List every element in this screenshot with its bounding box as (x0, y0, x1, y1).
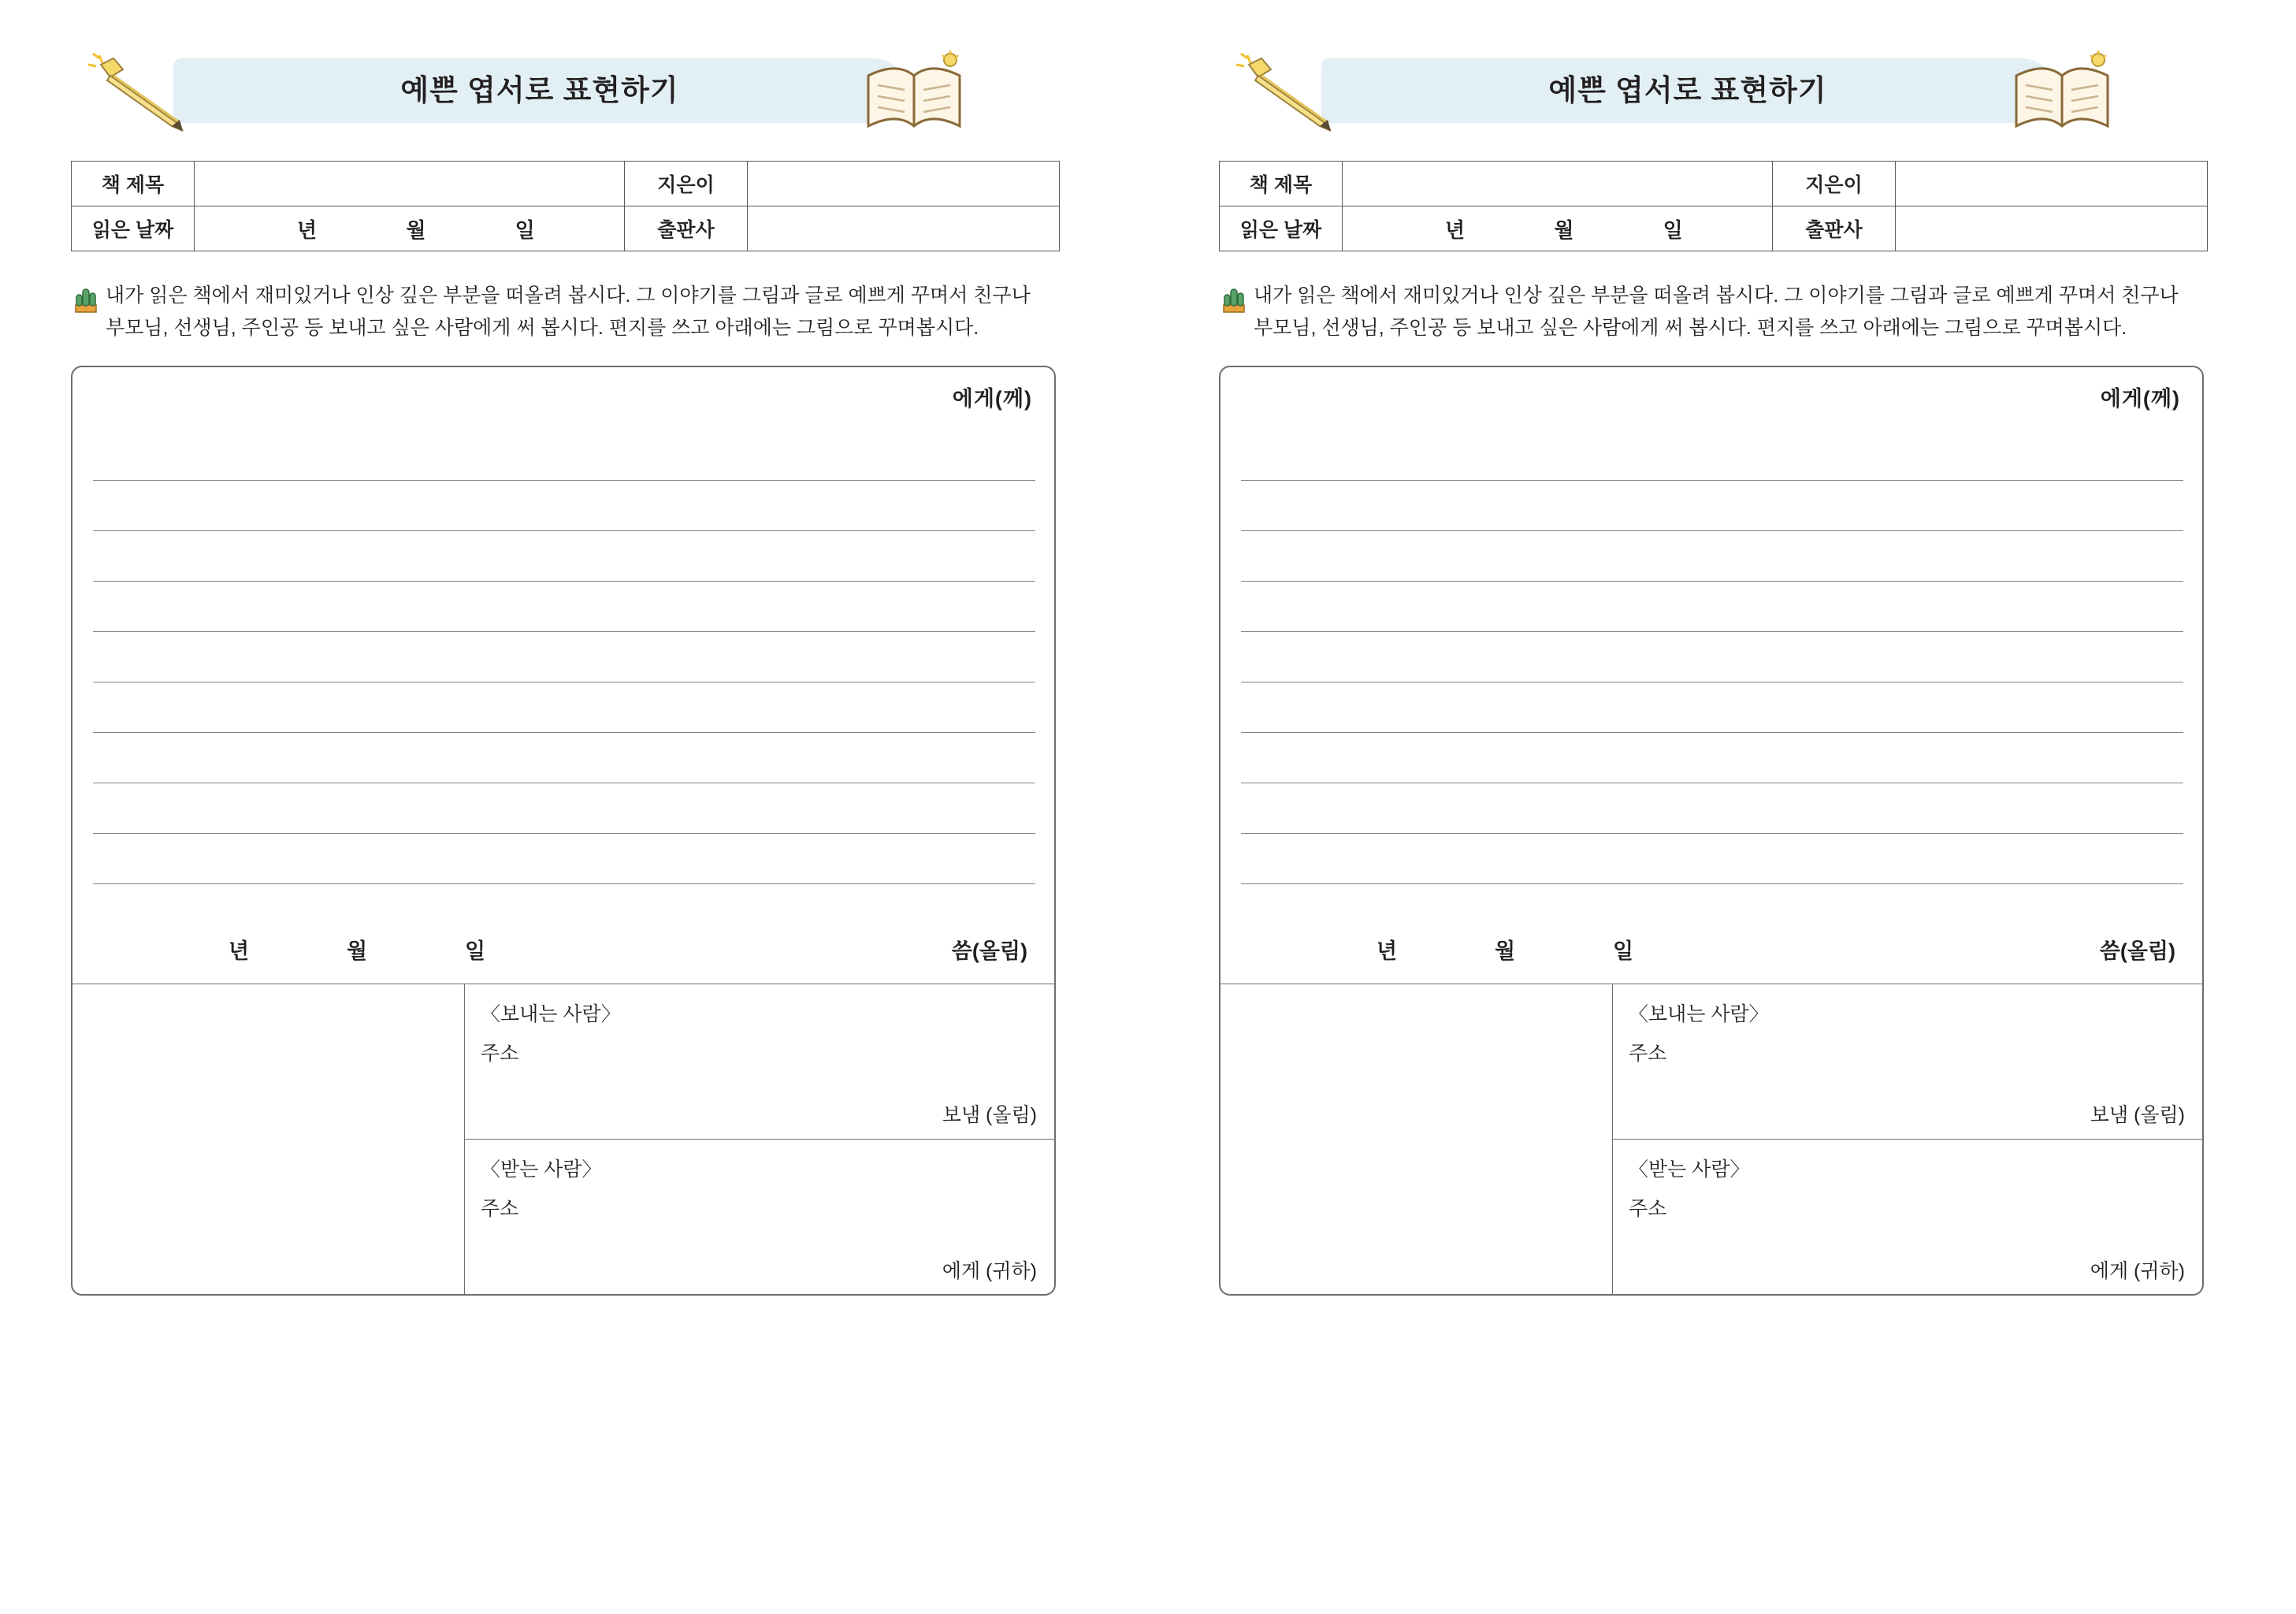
receiver-box[interactable] (465, 1140, 1054, 1295)
field-read-date[interactable] (195, 206, 625, 251)
receiver-box[interactable] (1613, 1140, 2202, 1295)
label-publisher: 출판사 (1773, 206, 1896, 251)
letter-date-year: 년 (228, 939, 250, 963)
receiver-address-label: 주소 (481, 1198, 519, 1220)
date-unit-month: 월 (1554, 218, 1574, 242)
field-book-title[interactable] (195, 162, 625, 206)
label-book-title: 책 제목 (72, 162, 195, 206)
writing-line[interactable] (93, 632, 1035, 682)
address-column (1613, 984, 2202, 1295)
postcard-area (72, 984, 1054, 1295)
open-book-icon (2007, 47, 2117, 142)
receiver-footer: 에게 (귀하) (2090, 1260, 2185, 1282)
letter-date-day: 일 (1612, 939, 1634, 963)
letter-card (71, 366, 1056, 1296)
field-book-title[interactable] (1343, 162, 1773, 206)
sender-address-label: 주소 (481, 1043, 519, 1065)
cactus-icon (1222, 284, 1246, 313)
letter-signature-row (1241, 924, 2183, 973)
letter-card (1219, 366, 2204, 1296)
writing-line[interactable] (1241, 582, 2183, 632)
instruction-text: 내가 읽은 책에서 재미있거나 인상 깊은 부분을 떠올려 봅시다. 그 이야기를 그림과 글로 예쁘게 꾸며서 친구나 부모님, 선생님, 주인공 등 보내고 싶은 사람에게 써 봅시다. 편지를 쓰고 아래에는 그림으로 꾸며봅시다. (1254, 284, 2179, 339)
drawing-area[interactable] (1220, 984, 1613, 1295)
postcard-area (1220, 984, 2202, 1295)
field-author[interactable] (748, 162, 1060, 206)
cactus-icon (74, 284, 98, 313)
writing-line[interactable] (1241, 783, 2183, 834)
writing-line[interactable] (93, 531, 1035, 582)
date-unit-day: 일 (1663, 218, 1683, 242)
writing-line[interactable] (93, 733, 1035, 783)
page-title: 예쁜 엽서로 표현하기 (1548, 74, 1827, 106)
page-title: 예쁜 엽서로 표현하기 (400, 74, 679, 106)
writing-line[interactable] (1241, 682, 2183, 733)
field-publisher[interactable] (1896, 206, 2208, 251)
writing-line[interactable] (93, 430, 1035, 481)
book-info-table (71, 161, 1060, 251)
label-read-date: 읽은 날짜 (72, 206, 195, 251)
writing-line[interactable] (1241, 481, 2183, 531)
letter-date-month: 월 (1494, 939, 1516, 963)
letter-writer-label: 씀(올림) (951, 939, 1027, 963)
label-book-title: 책 제목 (1220, 162, 1343, 206)
receiver-title: 〈받는 사람〉 (481, 1158, 602, 1181)
worksheet-right (1148, 0, 2296, 1614)
sender-title: 〈보내는 사람〉 (481, 1003, 621, 1025)
letter-recipient-label: 에게(께) (2100, 387, 2180, 411)
writing-line[interactable] (93, 834, 1035, 884)
writing-line[interactable] (1241, 430, 2183, 481)
instruction-block (74, 280, 1072, 344)
date-unit-month: 월 (406, 218, 426, 242)
letter-signature-row (93, 924, 1035, 973)
label-author: 지은이 (1773, 162, 1896, 206)
table-row (1220, 162, 2208, 206)
writing-line[interactable] (93, 481, 1035, 531)
field-read-date[interactable] (1343, 206, 1773, 251)
receiver-title: 〈받는 사람〉 (1629, 1158, 1750, 1181)
receiver-address-label: 주소 (1629, 1198, 1667, 1220)
sender-address-label: 주소 (1629, 1043, 1667, 1065)
letter-writer-label: 씀(올림) (2099, 939, 2175, 963)
label-author: 지은이 (625, 162, 748, 206)
table-row (72, 206, 1060, 251)
sender-box[interactable] (465, 984, 1054, 1140)
book-info-table (1219, 161, 2208, 251)
instruction-text: 내가 읽은 책에서 재미있거나 인상 깊은 부분을 떠올려 봅시다. 그 이야기를 그림과 글로 예쁘게 꾸며서 친구나 부모님, 선생님, 주인공 등 보내고 싶은 사람에게 써 봅시다. 편지를 쓰고 아래에는 그림으로 꾸며봅시다. (106, 284, 1031, 339)
sender-footer: 보냄 (올림) (942, 1104, 1037, 1126)
pencil-icon (1235, 52, 1337, 135)
pencil-icon (87, 52, 189, 135)
writing-line[interactable] (1241, 531, 2183, 582)
letter-writing-lines[interactable] (93, 430, 1035, 884)
letter-writing-lines[interactable] (1241, 430, 2183, 884)
table-row (72, 162, 1060, 206)
letter-date-day: 일 (464, 939, 486, 963)
header-banner (1219, 47, 2220, 150)
writing-line[interactable] (1241, 733, 2183, 783)
sender-title: 〈보내는 사람〉 (1629, 1003, 1769, 1025)
header-banner (71, 47, 1072, 150)
writing-line[interactable] (93, 783, 1035, 834)
label-publisher: 출판사 (625, 206, 748, 251)
open-book-icon (859, 47, 969, 142)
letter-recipient-label: 에게(께) (952, 387, 1032, 411)
date-unit-year: 년 (1445, 218, 1466, 242)
letter-date-year: 년 (1376, 939, 1398, 963)
writing-line[interactable] (1241, 632, 2183, 682)
drawing-area[interactable] (72, 984, 465, 1295)
field-publisher[interactable] (748, 206, 1060, 251)
date-unit-day: 일 (515, 218, 535, 242)
sender-box[interactable] (1613, 984, 2202, 1140)
table-row (1220, 206, 2208, 251)
writing-line[interactable] (93, 682, 1035, 733)
letter-date-month: 월 (346, 939, 368, 963)
instruction-block (1222, 280, 2220, 344)
writing-line[interactable] (93, 582, 1035, 632)
receiver-footer: 에게 (귀하) (942, 1260, 1037, 1282)
field-author[interactable] (1896, 162, 2208, 206)
writing-line[interactable] (1241, 834, 2183, 884)
label-read-date: 읽은 날짜 (1220, 206, 1343, 251)
sender-footer: 보냄 (올림) (2090, 1104, 2185, 1126)
address-column (465, 984, 1054, 1295)
date-unit-year: 년 (297, 218, 318, 242)
